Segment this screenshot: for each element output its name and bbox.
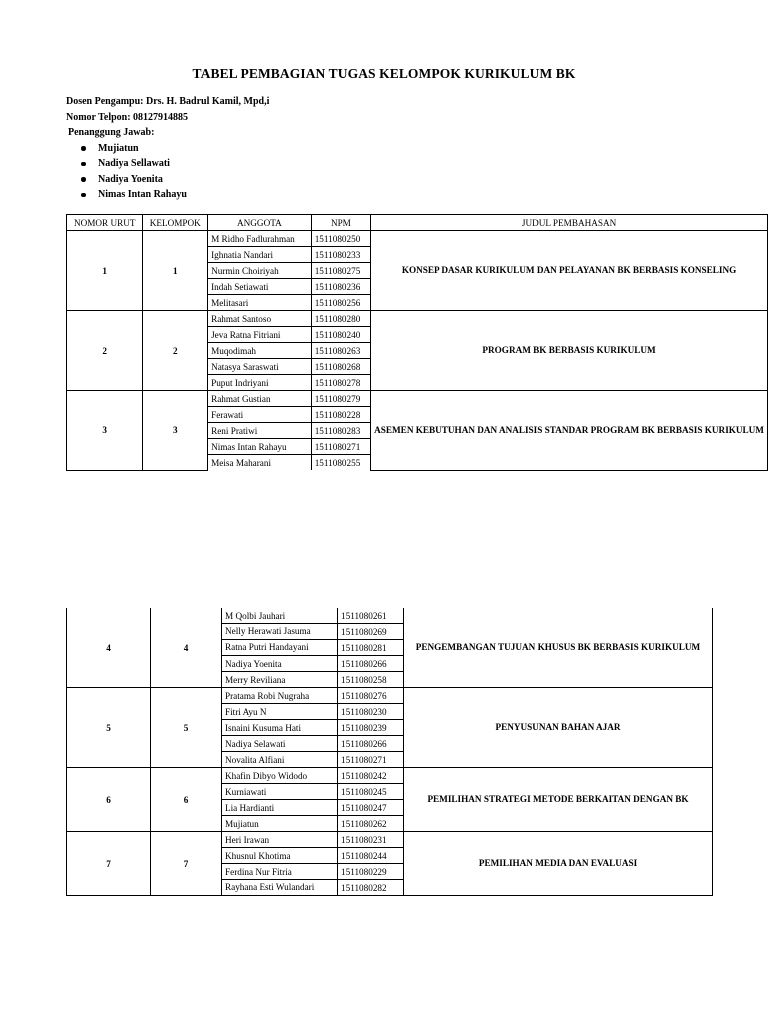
cell-anggota: Mujiatun <box>222 816 338 832</box>
cell-nomor-urut: 7 <box>67 832 151 896</box>
cell-npm: 1511080256 <box>311 295 370 311</box>
cell-npm: 1511080266 <box>338 656 404 672</box>
cell-anggota: Nadiya Yoenita <box>222 656 338 672</box>
cell-judul-pembahasan: PROGRAM BK BERBASIS KURIKULUM <box>371 311 768 391</box>
cell-anggota: Rahmat Santoso <box>208 311 312 327</box>
cell-npm: 1511080268 <box>311 359 370 375</box>
cell-anggota: Ighnatia Nandari <box>208 247 312 263</box>
cell-npm: 1511080276 <box>338 688 404 704</box>
cell-anggota: Rayhana Esti Wulandari <box>222 880 338 896</box>
cell-anggota: Nelly Herawati Jasuma <box>222 624 338 640</box>
cell-nomor-urut: 6 <box>67 768 151 832</box>
table-header-row <box>67 215 768 231</box>
cell-npm: 1511080281 <box>338 640 404 656</box>
cell-anggota: M Ridho Fadlurahman <box>208 231 312 247</box>
cell-anggota: Reni Pratiwi <box>208 423 312 439</box>
cell-nomor-urut: 2 <box>67 311 143 391</box>
cell-npm: 1511080229 <box>338 864 404 880</box>
nomor-telpon: Nomor Telpon: 08127914885 <box>66 111 189 123</box>
cell-nomor-urut: 4 <box>67 608 151 688</box>
cell-kelompok: 1 <box>143 231 208 311</box>
cell-judul-pembahasan: PEMILIHAN MEDIA DAN EVALUASI <box>404 832 713 896</box>
cell-anggota: Khafin Dibyo Widodo <box>222 768 338 784</box>
cell-kelompok: 2 <box>143 311 208 391</box>
cell-judul-pembahasan: PENYUSUNAN BAHAN AJAR <box>404 688 713 768</box>
cell-anggota: Fitri Ayu N <box>222 704 338 720</box>
cell-npm: 1511080231 <box>338 832 404 848</box>
cell-anggota: Ferdina Nur Fitria <box>222 864 338 880</box>
cell-anggota: M Qolbi Jauhari <box>222 608 338 624</box>
table-row <box>67 391 768 407</box>
cell-anggota: Nurmin Choiriyah <box>208 263 312 279</box>
cell-npm: 1511080269 <box>338 624 404 640</box>
cell-anggota: Ratna Putri Handayani <box>222 640 338 656</box>
table-row <box>67 311 768 327</box>
cell-anggota: Novalita Alfiani <box>222 752 338 768</box>
cell-nomor-urut: 3 <box>67 391 143 471</box>
cell-judul-pembahasan: KONSEP DASAR KURIKULUM DAN PELAYANAN BK BERBASIS KONSELING <box>371 231 768 311</box>
cell-anggota: Heri Irawan <box>222 832 338 848</box>
cell-anggota: Indah Setiawati <box>208 279 312 295</box>
cell-judul-pembahasan: ASEMEN KEBUTUHAN DAN ANALISIS STANDAR PROGRAM BK BERBASIS KURIKULUM <box>371 391 768 471</box>
cell-npm: 1511080263 <box>311 343 370 359</box>
cell-npm: 1511080242 <box>338 768 404 784</box>
cell-anggota: Rahmat Gustian <box>208 391 312 407</box>
cell-npm: 1511080244 <box>338 848 404 864</box>
table-row <box>67 832 713 848</box>
cell-judul-pembahasan: PENGEMBANGAN TUJUAN KHUSUS BK BERBASIS KURIKULUM <box>404 608 713 688</box>
header-npm: NPM <box>311 215 370 231</box>
cell-anggota: Nadiya Selawati <box>222 736 338 752</box>
cell-anggota: Meisa Maharani <box>208 455 312 471</box>
cell-anggota: Natasya Saraswati <box>208 359 312 375</box>
header-judul-pembahasan: JUDUL PEMBAHASAN <box>371 215 768 231</box>
cell-anggota: Isnaini Kusuma Hati <box>222 720 338 736</box>
cell-judul-pembahasan: PEMILIHAN STRATEGI METODE BERKAITAN DENGAN BK <box>404 768 713 832</box>
header-nomor-urut: NOMOR URUT <box>67 215 143 231</box>
cell-npm: 1511080275 <box>311 263 370 279</box>
cell-npm: 1511080261 <box>338 608 404 624</box>
cell-anggota: Melitasari <box>208 295 312 311</box>
cell-kelompok: 3 <box>143 391 208 471</box>
document-info <box>66 94 269 203</box>
cell-npm: 1511080230 <box>338 704 404 720</box>
table-row <box>67 768 713 784</box>
cell-anggota: Lia Hardianti <box>222 800 338 816</box>
penanggung-jawab-list <box>66 141 269 203</box>
cell-anggota: Kurniawati <box>222 784 338 800</box>
document-title: TABEL PEMBAGIAN TUGAS KELOMPOK KURIKULUM BK <box>192 66 576 81</box>
cell-npm: 1511080247 <box>338 800 404 816</box>
table-row <box>67 608 713 624</box>
header-anggota: ANGGOTA <box>208 215 312 231</box>
cell-npm: 1511080236 <box>311 279 370 295</box>
cell-npm: 1511080279 <box>311 391 370 407</box>
table-row <box>67 231 768 247</box>
cell-anggota: Jeva Ratna Fitriani <box>208 327 312 343</box>
cell-npm: 1511080233 <box>311 247 370 263</box>
cell-npm: 1511080240 <box>311 327 370 343</box>
table-body-part-2 <box>67 608 713 896</box>
cell-kelompok: 5 <box>151 688 222 768</box>
cell-kelompok: 7 <box>151 832 222 896</box>
penanggung-jawab-item: Mujiatun <box>94 141 269 157</box>
cell-npm: 1511080271 <box>311 439 370 455</box>
cell-npm: 1511080278 <box>311 375 370 391</box>
cell-npm: 1511080262 <box>338 816 404 832</box>
cell-npm: 1511080245 <box>338 784 404 800</box>
dosen-pengampu: Dosen Pengampu: Drs. H. Badrul Kamil, Mpd,i <box>66 96 270 107</box>
cell-anggota: Ferawati <box>208 407 312 423</box>
cell-npm: 1511080255 <box>311 455 370 471</box>
pembagian-tugas-table-part-2 <box>66 608 713 896</box>
cell-anggota: Muqodimah <box>208 343 312 359</box>
table-row <box>67 688 713 704</box>
penanggung-jawab-label: Penanggung Jawab: <box>68 127 155 138</box>
cell-kelompok: 6 <box>151 768 222 832</box>
cell-npm: 1511080239 <box>338 720 404 736</box>
cell-nomor-urut: 5 <box>67 688 151 768</box>
cell-anggota: Nimas Intan Rahayu <box>208 439 312 455</box>
cell-anggota: Merry Reviliana <box>222 672 338 688</box>
cell-npm: 1511080271 <box>338 752 404 768</box>
penanggung-jawab-item: Nimas Intan Rahayu <box>94 187 269 203</box>
penanggung-jawab-item: Nadiya Sellawati <box>94 156 269 172</box>
cell-npm: 1511080280 <box>311 311 370 327</box>
pembagian-tugas-table-part-1 <box>66 214 768 471</box>
cell-anggota: Pratama Robi Nugraha <box>222 688 338 704</box>
cell-anggota: Khusnul Khotima <box>222 848 338 864</box>
penanggung-jawab-item: Nadiya Yoenita <box>94 172 269 188</box>
cell-npm: 1511080250 <box>311 231 370 247</box>
cell-npm: 1511080258 <box>338 672 404 688</box>
table-body-part-1 <box>67 231 768 471</box>
cell-anggota: Puput Indriyani <box>208 375 312 391</box>
cell-npm: 1511080228 <box>311 407 370 423</box>
cell-npm: 1511080282 <box>338 880 404 896</box>
cell-npm: 1511080283 <box>311 423 370 439</box>
cell-nomor-urut: 1 <box>67 231 143 311</box>
cell-kelompok: 4 <box>151 608 222 688</box>
cell-npm: 1511080266 <box>338 736 404 752</box>
header-kelompok: KELOMPOK <box>143 215 208 231</box>
